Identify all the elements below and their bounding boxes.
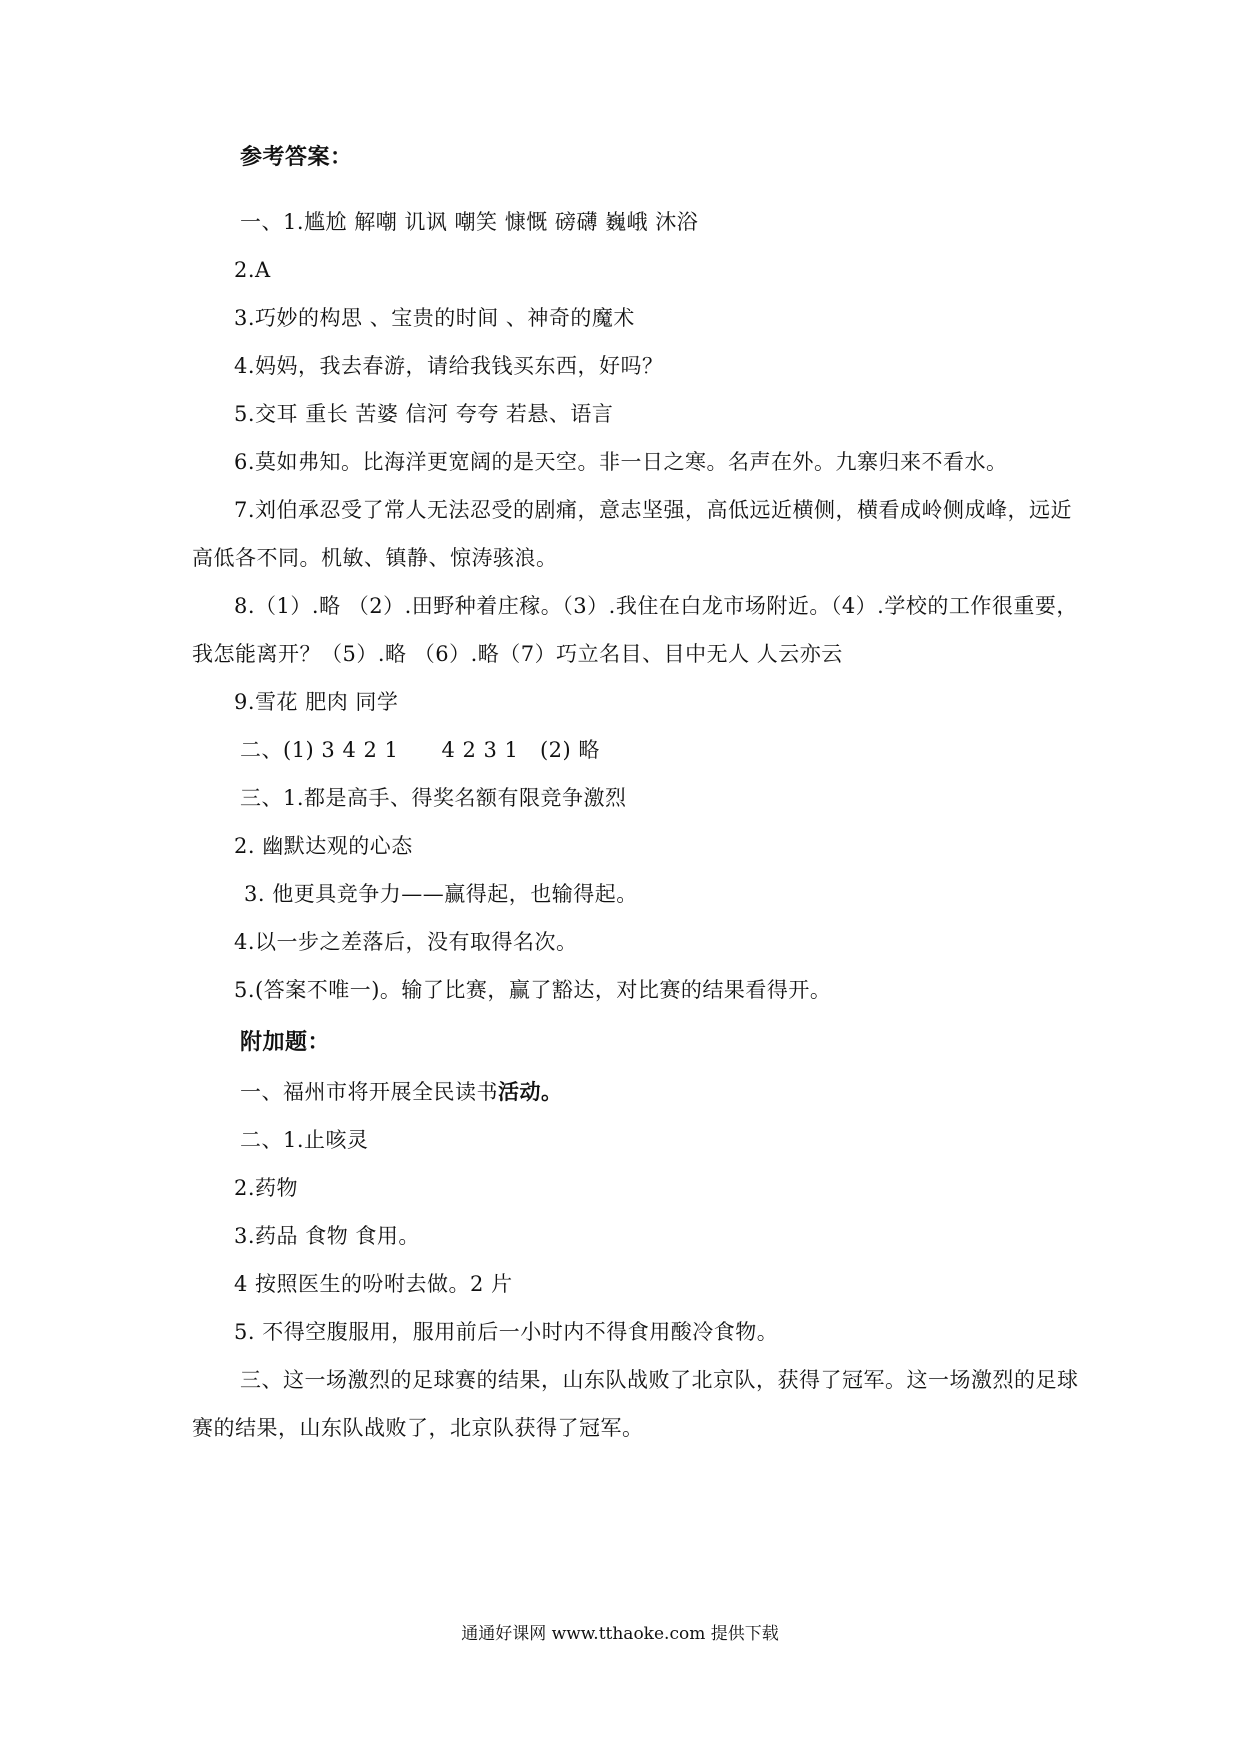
section1-line8b: 我怎能离开？（5）.略 （6）.略（7）巧立名目、目中无人 人云亦云 (192, 642, 843, 666)
extra-one-bold: 活动。 (498, 1079, 563, 1104)
answers-heading: 参考答案： (240, 144, 353, 170)
extra-one-text: 一、福州市将开展全民读书 (240, 1080, 498, 1104)
extra-heading: 附加题： (240, 1029, 331, 1055)
section1-line6: 6.莫如弗知。比海洋更宽阔的是天空。非一日之寒。名声在外。九寨归来不看水。 (234, 450, 1008, 474)
extra-two-line4: 4 按照医生的吩咐去做。2 片 (234, 1272, 513, 1296)
section1-line4: 4.妈妈，我去春游，请给我钱买东西，好吗？ (234, 354, 664, 378)
extra-three-line2: 赛的结果，山东队战败了，北京队获得了冠军。 (192, 1416, 644, 1440)
extra-two-line2: 2.药物 (234, 1176, 299, 1200)
section3-line1: 三、1.都是高手、得奖名额有限竞争激烈 (240, 786, 627, 810)
extra-three-line1: 三、这一场激烈的足球赛的结果，山东队战败了北京队，获得了冠军。这一场激烈的足球 (240, 1368, 1079, 1392)
extra-two-line1: 二、1.止咳灵 (240, 1128, 369, 1152)
section1-line8a: 8.（1）.略 （2）.田野种着庄稼。（3）.我住在白龙市场附近。（4）.学校的工作很重要， (234, 594, 1078, 618)
extra-one-line (240, 1078, 563, 1106)
section3-line2: 2. 幽默达观的心态 (234, 834, 413, 858)
extra-two-line3: 3.药品 食物 食用。 (234, 1224, 420, 1248)
section2-line1: 二、(1) 3 4 2 1 4 2 3 1 (2) 略 (240, 738, 600, 762)
section1-line3: 3.巧妙的构思 、宝贵的时间 、神奇的魔术 (234, 306, 635, 330)
section3-line3: 3. 他更具竞争力——赢得起，也输得起。 (244, 882, 638, 906)
section1-line7b: 高低各不同。机敏、镇静、惊涛骇浪。 (192, 546, 558, 570)
download-footer: 通通好课网 www.tthaoke.com 提供下载 (461, 1624, 779, 1644)
section1-line9: 9.雪花 肥肉 同学 (234, 690, 399, 714)
extra-two-line5: 5. 不得空腹服用，服用前后一小时内不得食用酸冷食物。 (234, 1320, 779, 1344)
section1-line7a: 7.刘伯承忍受了常人无法忍受的剧痛，意志坚强，高低远近横侧，横看成岭侧成峰，远近 (234, 498, 1073, 522)
section1-line2: 2.A (234, 258, 271, 282)
section1-line1: 一、1.尴尬 解嘲 讥讽 嘲笑 慷慨 磅礴 巍峨 沐浴 (240, 210, 699, 234)
section3-line5: 5.(答案不唯一)。输了比赛，赢了豁达，对比赛的结果看得开。 (234, 978, 832, 1002)
section3-line4: 4.以一步之差落后，没有取得名次。 (234, 930, 578, 954)
section1-line5: 5.交耳 重长 苦婆 信河 夸夸 若悬、语言 (234, 402, 614, 426)
